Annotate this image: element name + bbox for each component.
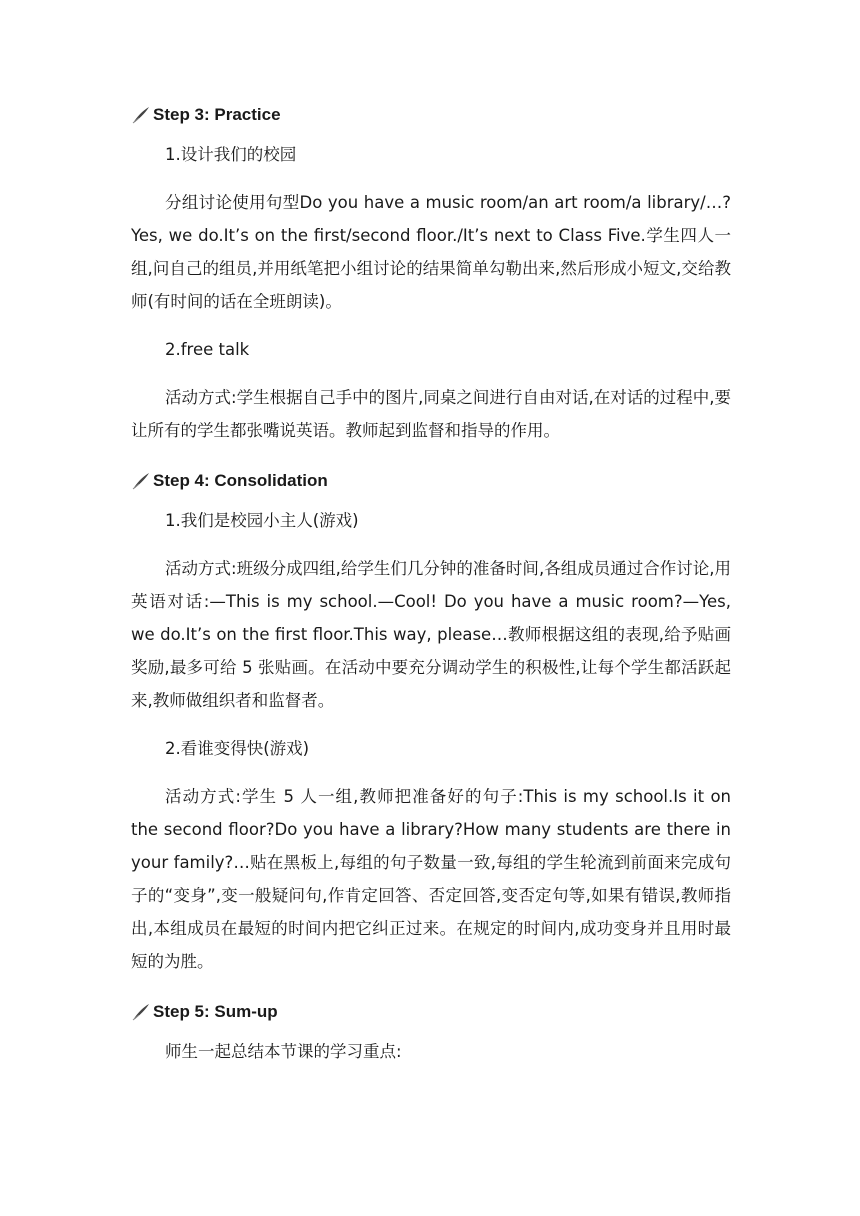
- section-heading-text: Step 3: Practice: [153, 105, 281, 124]
- list-item: 2.看谁变得快(游戏): [165, 739, 310, 758]
- section-heading-step-3: [131, 96, 731, 134]
- list-item: 师生一起总结本节课的学习重点:: [165, 1042, 402, 1061]
- section-heading-text: Step 4: Consolidation: [153, 471, 328, 490]
- paragraph: 活动方式:班级分成四组,给学生们几分钟的准备时间,各组成员通过合作讨论,用英语对话:—This is my school.—Cool! Do you have a music room?—Yes, we do.It’s on the first floor.This way, please…教师根据这组的表现,给予贴画奖励,最多可给 5 张贴画。在活动中要充分调动学生的积极性,让每个学生都活跃起来,教师做组织者和监督者。: [131, 559, 731, 710]
- document-content: [131, 96, 731, 1083]
- quill-pen-icon: [131, 1002, 151, 1022]
- paragraph: 分组讨论使用句型Do you have a music room/an art room/a library/…?Yes, we do.It’s on the first/second floor./It’s next to Class Five.学生四人一组,问自己的组员,并用纸笔把小组讨论的结果简单勾勒出来,然后形成小短文,交给教师(有时间的话在全班朗读)。: [131, 193, 731, 311]
- list-item: 2.free talk: [165, 340, 250, 359]
- quill-pen-icon: [131, 105, 151, 125]
- paragraph: 活动方式:学生根据自己手中的图片,同桌之间进行自由对话,在对话的过程中,要让所有的学生都张嘴说英语。教师起到监督和指导的作用。: [131, 388, 731, 440]
- quill-pen-icon: [131, 471, 151, 491]
- paragraph: 活动方式:学生 5 人一组,教师把准备好的句子:This is my school.Is it on the second floor?Do you have a library?How many students are there in your family?…贴在黑板上,每组的句子数量一致,每组的学生轮流到前面来完成句子的“变身”,变一般疑问句,作肯定回答、否定回答,变否定句等,如果有错误,教师指出,本组成员在最短的时间内把它纠正过来。在规定的时间内,成功变身并且用时最短的为胜。: [131, 787, 731, 971]
- section-heading-text: Step 5: Sum-up: [153, 1002, 278, 1021]
- list-item: 1.我们是校园小主人(游戏): [165, 511, 359, 530]
- section-heading-step-5: [131, 993, 731, 1031]
- section-heading-step-4: [131, 462, 731, 500]
- list-item: 1.设计我们的校园: [165, 145, 297, 164]
